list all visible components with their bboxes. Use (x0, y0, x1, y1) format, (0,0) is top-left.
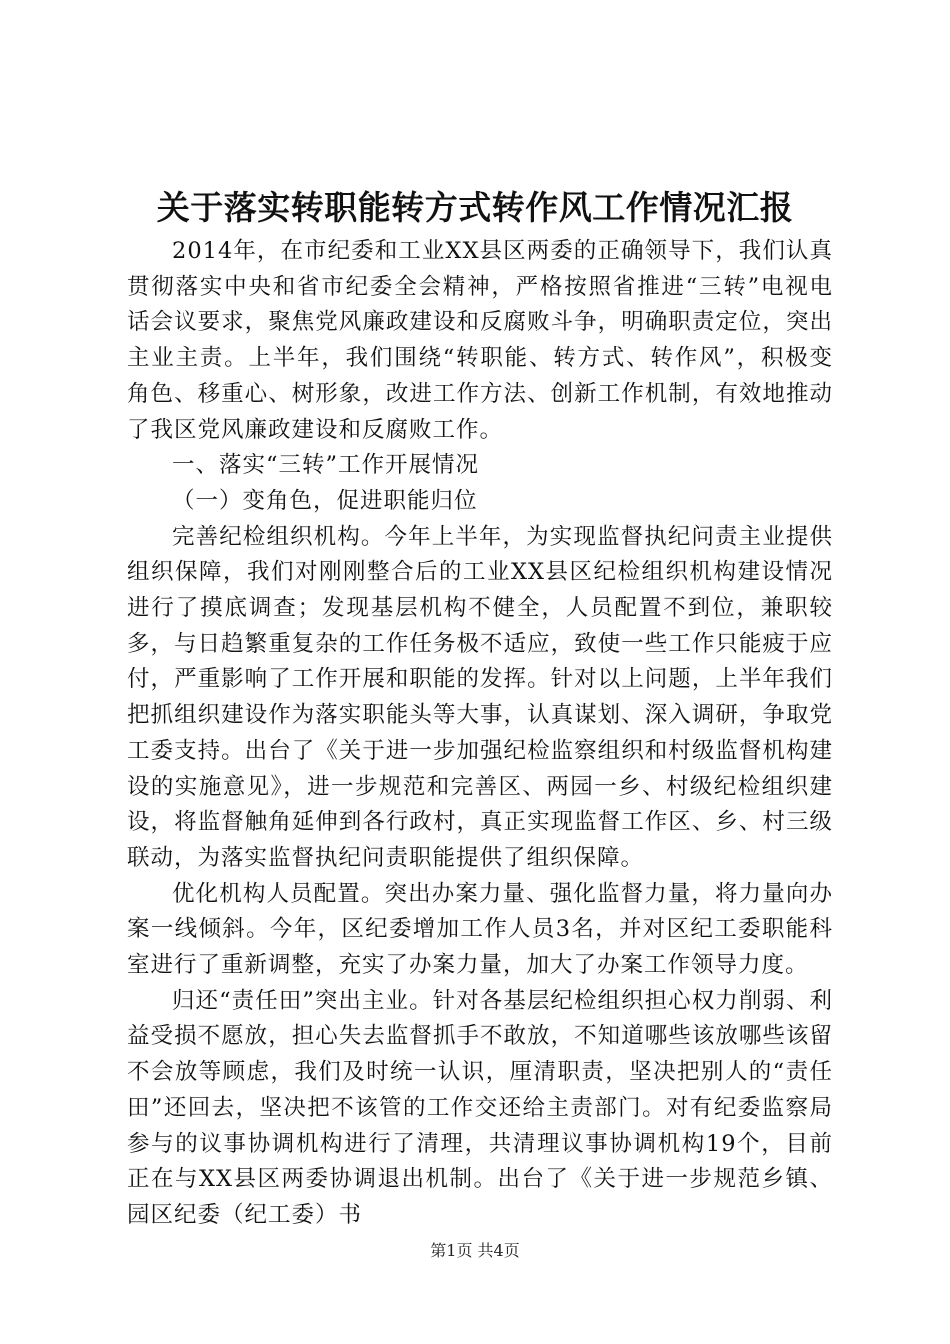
paragraph-organization: 完善纪检组织机构。今年上半年，为实现监督执纪问责主业提供组织保障，我们对刚刚整合后的工业XX县区纪检组织机构建设情况进行了摸底调查；发现基层机构不健全，人员配置不到位，兼职较多，与日趋繁重复杂的工作任务极不适应，致使一些工作只能疲于应付，严重影响了工作开展和职能的发挥。针对以上问题，上半年我们把抓组织建设作为落实职能头等大事，认真谋划、深入调研，争取党工委支持。出台了《关于进一步加强纪检监察组织和村级监督机构建设的实施意见》，进一步规范和完善区、两园一乡、村级纪检组织建设，将监督触角延伸到各行政村，真正实现监督工作区、乡、村三级联动，为落实监督执纪问责职能提供了组织保障。 (127, 523, 833, 871)
paragraph-intro: 2014年，在市纪委和工业XX县区两委的正确领导下，我们认真贯彻落实中央和省市纪委全会精神，严格按照省推进“三转”电视电话会议要求，聚焦党风廉政建设和反腐败斗争，明确职责定位，突出主业主责。上半年，我们围绕“转职能、转方式、转作风”，积极变角色、移重心、树形象，改进工作方法、创新工作机制，有效地推动了我区党风廉政建设和反腐败工作。 (127, 238, 833, 443)
page-footer: 第1页 共4页 (430, 1241, 520, 1260)
document-body (127, 234, 833, 1234)
document-title: 关于落实转职能转方式转作风工作情况汇报 (156, 188, 794, 227)
section-heading: 一、落实“三转”工作开展情况 (172, 452, 480, 479)
subsection-heading: （一）变角色，促进职能归位 (172, 487, 478, 514)
paragraph-responsibility: 归还“责任田”突出主业。针对各基层纪检组织担心权力削弱、利益受损不愿放，担心失去监督抓手不敢放，不知道哪些该放哪些该留不会放等顾虑，我们及时统一认识，厘清职责，坚决把别人的“责任田”还回去，坚决把不该管的工作交还给主责部门。对有纪委监察局参与的议事协调机构进行了清理，共清理议事协调机构19个，目前正在与XX县区两委协调退出机制。出台了《关于进一步规范乡镇、园区纪委（纪工委）书 (127, 987, 833, 1228)
paragraph-staffing: 优化机构人员配置。突出办案力量、强化监督力量，将力量向办案一线倾斜。今年，区纪委增加工作人员3名，并对区纪工委职能科室进行了重新调整，充实了办案力量，加大了办案工作领导力度。 (127, 880, 833, 979)
